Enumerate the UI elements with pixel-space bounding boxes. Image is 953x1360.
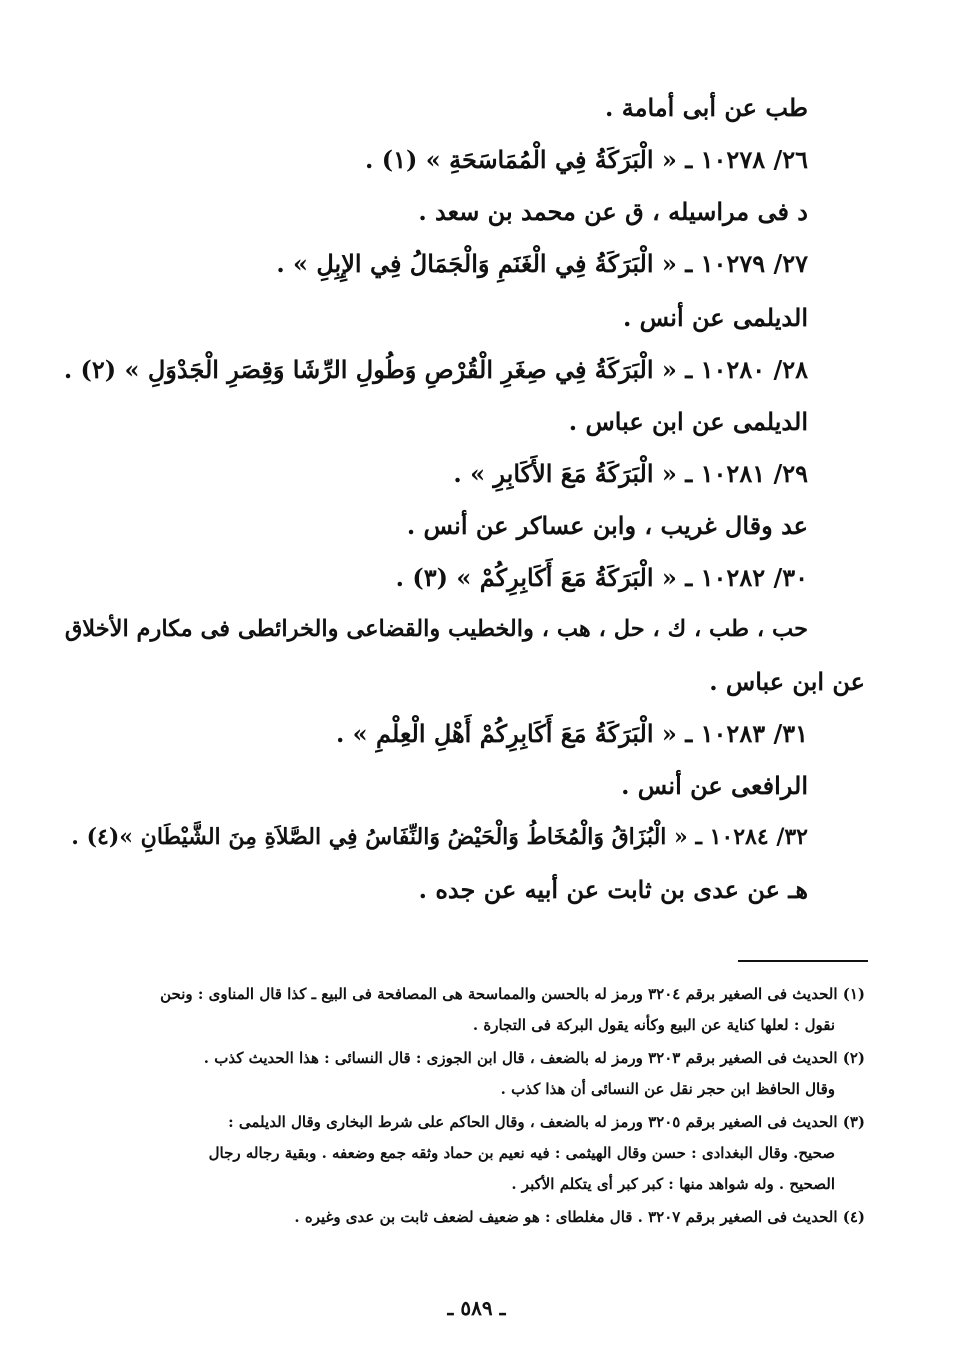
source-line: طب عن أبى أمامة .	[605, 93, 808, 122]
hadith-line: ٢٩/ ١٠٢٨١ ـ « الْبَرَكَةُ مَعَ الأَكَابِرِ » .	[453, 459, 808, 488]
footnote-line: صحيح. وقال البغدادى : حسن وقال الهيثمى : فيه نعيم بن حماد وثقه جمع وضعفه . وبقية رجاله رجال	[208, 1144, 835, 1162]
hadith-line: ٣١/ ١٠٢٨٣ ـ « الْبَرَكَةُ مَعَ أَكَابِرِكُمْ أَهْلِ الْعِلْمِ » .	[335, 719, 808, 748]
footnote-line: (٣) الحديث فى الصغير برقم ٣٢٠٥ ورمز له بالضعف ، وقال الحاكم على شرط البخارى وقال الديلمى :	[228, 1113, 865, 1131]
source-line-continued: عن ابن عباس .	[709, 667, 865, 696]
hadith-line: ٢٦/ ١٠٢٧٨ ـ « الْبَرَكَةُ فِي الْمُمَاسَحَةِ » (١) .	[365, 145, 808, 174]
footnote-line: وقال الحافظ ابن حجر نقل عن النسائى أن هذا كذب .	[500, 1080, 835, 1098]
footnote-separator	[738, 960, 868, 962]
source-line: الديلمى عن أنس .	[622, 303, 808, 332]
footnote-line: (١) الحديث فى الصغير برقم ٣٢٠٤ ورمز له بالحسن والمماسحة هى المصافحة فى البيع ـ كذا قال المناوى : ونحن	[160, 985, 865, 1003]
hadith-line: ٢٨/ ١٠٢٨٠ ـ « الْبَرَكَةُ فِي صِغَرِ الْقُرْصِ وَطُولِ الرِّشَا وَقِصَرِ الْجَدْوَلِ » (٢) .	[63, 355, 808, 384]
source-line: عد وقال غريب ، وابن عساكر عن أنس .	[406, 511, 808, 540]
hadith-line: ٣٠/ ١٠٢٨٢ ـ « الْبَرَكَةُ مَعَ أَكَابِرِكُمْ » (٣) .	[395, 563, 808, 592]
source-line: د فى مراسيله ، ق عن محمد بن سعد .	[418, 197, 808, 226]
hadith-line: ٣٢/ ١٠٢٨٤ ـ « الْبُزَاقُ وَالْمُخَاطُ وَالْحَيْضُ وَالنِّفَاسُ فِي الصَّلاَةِ مِنَ الشَّيْطَانِ »(٤) .	[71, 824, 808, 850]
footnote-line: نقول : لعلها كناية عن البيع وكأنه يقول البركة فى التجارة .	[472, 1016, 835, 1034]
source-line: الديلمى عن ابن عباس .	[568, 407, 808, 436]
footnote-line: (٢) الحديث فى الصغير برقم ٣٢٠٣ ورمز له بالضعف ، قال ابن الجوزى : قال النسائى : هذا الحديث كذب .	[203, 1049, 865, 1067]
hadith-line: ٢٧/ ١٠٢٧٩ ـ « الْبَرَكَةُ فِي الْغَنَمِ وَالْجَمَالُ فِي الإِبِلِ » .	[276, 249, 808, 278]
page-number: ـ ٥٨٩ ـ	[447, 1296, 506, 1320]
footnote-line: (٤) الحديث فى الصغير برقم ٣٢٠٧ . قال مغلطاى : هو ضعيف لضعف ثابت بن عدى وغيره .	[294, 1208, 865, 1226]
source-line: هـ عن عدى بن ثابت عن أبيه عن جده .	[418, 875, 808, 904]
footnote-line: الصحيح . وله شواهد منها : كبر كبر أى يتكلم الأكبر .	[511, 1175, 835, 1193]
source-line: الرافعى عن أنس .	[621, 771, 808, 800]
source-line: حب ، طب ، ك ، حل ، هب ، والخطيب والقضاعى والخرائطى فى مكارم الأخلاق	[64, 616, 808, 642]
